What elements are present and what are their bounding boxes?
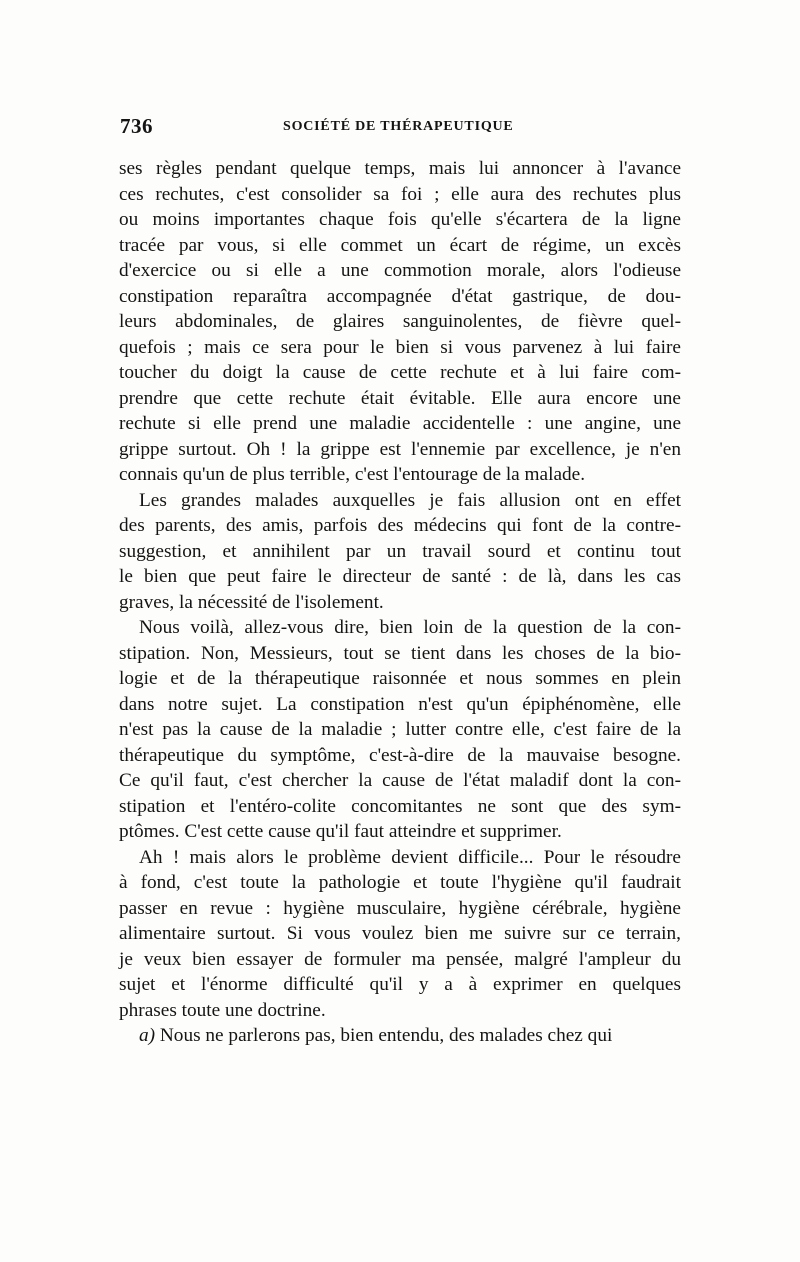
text-line-content: Nous ne parlerons pas, bien entendu, des malades chez qui: [155, 1025, 613, 1046]
text-line: ses règles pendant quelque temps, mais lui annoncer à l'avance: [119, 158, 681, 179]
text-line: rechute si elle prend une maladie accidentelle : une angine, une: [119, 413, 681, 434]
text-line: stipation. Non, Messieurs, tout se tient dans les choses de la bio-: [119, 642, 681, 664]
text-line: connais qu'un de plus terrible, c'est l'entourage de la malade.: [119, 464, 586, 485]
text-line: Nous voilà, allez-vous dire, bien loin de la question de la con-: [139, 617, 681, 638]
text-line: passer en revue : hygiène musculaire, hygiène cérébrale, hygiène: [119, 897, 681, 919]
text-line: ou moins importantes chaque fois qu'elle s'écartera de la ligne: [119, 209, 681, 230]
text-line: ces rechutes, c'est consolider sa foi ; elle aura des rechutes plus: [119, 183, 681, 205]
running-title: SOCIÉTÉ DE THÉRAPEUTIQUE: [283, 119, 514, 134]
text-line: quefois ; mais ce sera pour le bien si vous parvenez à lui faire: [119, 336, 681, 358]
text-line: des parents, des amis, parfois des médecins qui font de la contre-: [119, 515, 681, 536]
text-line: le bien que peut faire le directeur de santé : de là, dans les cas: [119, 566, 681, 587]
text-line: dans notre sujet. La constipation n'est qu'un épiphénomène, elle: [119, 693, 681, 715]
text-line: graves, la nécessité de l'isolement.: [119, 591, 384, 613]
text-line: Les grandes malades auxquelles je fais allusion ont en effet: [139, 489, 681, 511]
paragraph: [119, 615, 681, 845]
text-line: alimentaire surtout. Si vous voulez bien me suivre sur ce terrain,: [119, 923, 681, 944]
text-line: [119, 1023, 681, 1049]
text-line: tracée par vous, si elle commet un écart de régime, un excès: [119, 234, 681, 256]
list-marker: a): [139, 1025, 156, 1046]
text-line: prendre que cette rechute était évitable. Elle aura encore une: [119, 387, 681, 409]
text-line: sujet et l'énorme difficulté qu'il y a à exprimer en quelques: [119, 974, 681, 995]
paragraph: [119, 488, 681, 616]
text-line: d'exercice ou si elle a une commotion morale, alors l'odieuse: [119, 260, 681, 281]
text-line: logie et de la thérapeutique raisonnée et nous sommes en plein: [119, 668, 681, 689]
text-line: grippe surtout. Oh ! la grippe est l'ennemie par excellence, je n'en: [119, 438, 681, 460]
paragraph: [119, 156, 681, 488]
text-line: ptômes. C'est cette cause qu'il faut atteindre et supprimer.: [119, 821, 562, 842]
text-line: Ah ! mais alors le problème devient difficile... Pour le résoudre: [139, 846, 681, 868]
text-line: à fond, c'est toute la pathologie et toute l'hygiène qu'il faudrait: [119, 872, 681, 893]
text-line: thérapeutique du symptôme, c'est-à-dire de la mauvaise besogne.: [119, 744, 681, 766]
text-line: leurs abdominales, de glaires sanguinolentes, de fièvre quel-: [119, 311, 681, 332]
text-line: suggestion, et annihilent par un travail sourd et continu tout: [119, 540, 681, 562]
body-text: [119, 156, 681, 1049]
text-line: Ce qu'il faut, c'est chercher la cause de l'état maladif dont la con-: [119, 770, 681, 791]
text-line: constipation reparaîtra accompagnée d'état gastrique, de dou-: [119, 285, 681, 307]
page-number: 736: [120, 114, 153, 138]
text-line: toucher du doigt la cause de cette rechute et à lui faire com-: [119, 362, 681, 383]
paragraph: [119, 1023, 681, 1049]
text-line: n'est pas la cause de la maladie ; lutter contre elle, c'est faire de la: [119, 719, 681, 740]
paragraph: [119, 845, 681, 1024]
text-line: phrases toute une doctrine.: [119, 999, 326, 1021]
running-head: [120, 114, 682, 142]
text-line: je veux bien essayer de formuler ma pensée, malgré l'ampleur du: [119, 948, 681, 970]
text-line: stipation et l'entéro-colite concomitantes ne sont que des sym-: [119, 795, 681, 817]
